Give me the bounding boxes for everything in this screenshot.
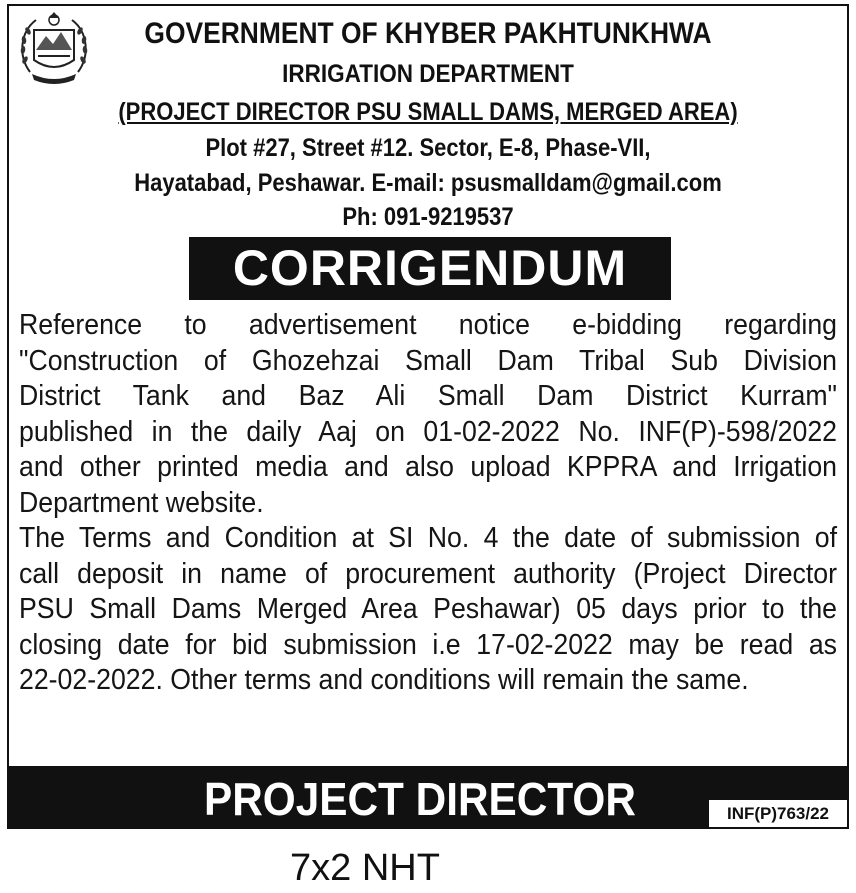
body-line: "Construction of Ghozehzai Small Dam Tribal Sub Division — [19, 344, 838, 377]
body-line: closing date for bid submission i.e 17-02-2022 may be read as — [19, 628, 838, 661]
body-line: PSU Small Dams Merged Area Peshawar) 05 days prior to the — [19, 593, 838, 625]
header-office: (PROJECT DIRECTOR PSU SMALL DAMS, MERGED AREA) — [118, 98, 738, 126]
advertisement — [7, 4, 849, 829]
header-department: IRRIGATION DEPARTMENT — [282, 60, 574, 88]
body-line: Department website. — [19, 486, 264, 519]
corrigendum-banner: CORRIGENDUM — [189, 237, 671, 300]
header-address-line1: Plot #27, Street #12. Sector, E-8, Phase-VII, — [205, 134, 651, 162]
ad-size-label: 7x2 NHT — [290, 847, 440, 889]
header-address-line2: Hayatabad, Peshawar. E-mail: psusmalldam@gmail.com — [134, 169, 722, 197]
header-phone: Ph: 091-9219537 — [342, 203, 514, 231]
signatory-title: PROJECT DIRECTOR — [204, 773, 636, 825]
notice-body — [19, 308, 837, 699]
body-line: 22-02-2022. Other terms and conditions will remain the same. — [19, 664, 749, 696]
body-line: and other printed media and also upload KPPRA and Irrigation — [19, 451, 838, 483]
header-government: GOVERNMENT OF KHYBER PAKHTUNKHWA — [144, 17, 712, 50]
footer-bar — [9, 766, 847, 829]
body-line: call deposit in name of procurement authority (Project Director — [19, 557, 838, 590]
body-line: District Tank and Baz Ali Small Dam District Kurram" — [19, 380, 838, 412]
body-line: The Terms and Condition at SI No. 4 the date of submission of — [19, 522, 838, 554]
body-line: published in the daily Aaj on 01-02-2022 No. INF(P)-598/2022 — [19, 415, 838, 448]
body-line: Reference to advertisement notice e-bidding regarding — [19, 309, 838, 341]
inf-reference: INF(P)763/22 — [709, 800, 847, 828]
